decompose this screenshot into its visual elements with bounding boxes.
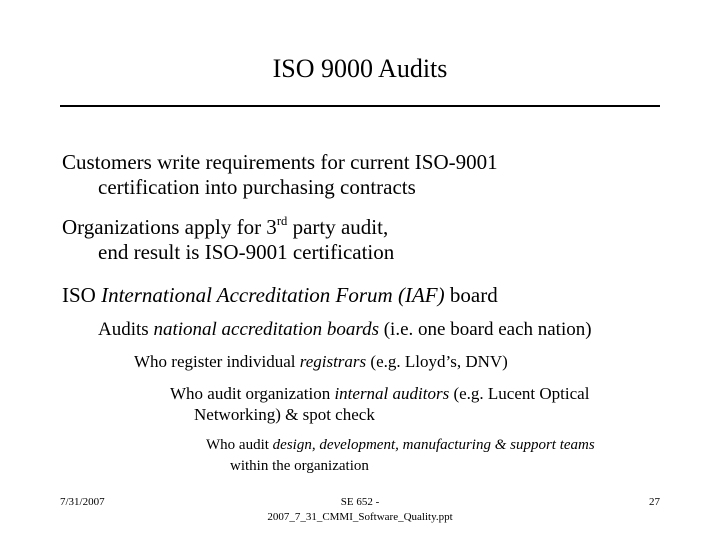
italic-term: registrars: [299, 352, 367, 371]
bullet-design-teams: [206, 435, 595, 477]
title-divider: [60, 105, 660, 107]
bullet-iso-iaf: [62, 283, 498, 308]
text-segment: board: [444, 283, 498, 307]
footer-date: 7/31/2007: [60, 496, 105, 508]
text-segment: (i.e. one board each nation): [378, 319, 592, 340]
italic-term: internal auditors: [334, 384, 450, 403]
bullet-internal-auditors: [170, 383, 589, 425]
footer-course: [210, 495, 510, 525]
bullet-line: [62, 283, 498, 308]
italic-term: national accreditation boards: [153, 319, 379, 340]
bullet-line-continued: certification into purchasing contracts: [98, 175, 416, 199]
bullet-line: [134, 351, 508, 372]
text-segment: ISO: [62, 283, 102, 307]
bullet-line: [170, 383, 589, 404]
text-segment: (e.g. Lucent Optical: [449, 384, 590, 403]
slide-title: ISO 9000 Audits: [272, 54, 448, 83]
bullet-line: Customers write requirements for current ISO-9001: [62, 150, 498, 174]
bullet-line-continued: Networking) & spot check: [194, 405, 375, 424]
bullet-line: [98, 318, 592, 341]
text-segment: Who audit: [206, 437, 273, 453]
text-segment: Who audit organization: [170, 384, 335, 403]
footer-filename: 2007_7_31_CMMI_Software_Quality.ppt: [267, 511, 453, 523]
italic-term: International Accreditation Forum (IAF): [101, 283, 445, 307]
bullet-line-continued: within the organization: [230, 458, 369, 474]
bullet-national-boards: [98, 318, 592, 341]
bullet-line: [206, 435, 595, 456]
italic-term: design, development, manufacturing & support teams: [272, 437, 595, 453]
superscript: rd: [276, 214, 288, 229]
footer-course-line: SE 652 -: [340, 496, 380, 508]
text-segment: party audit,: [287, 215, 389, 239]
page-number: 27: [649, 496, 660, 508]
bullet-line: [62, 215, 394, 240]
bullet-organizations: [62, 215, 394, 265]
text-segment: Who register individual: [134, 352, 300, 371]
bullet-customers: [62, 150, 498, 200]
bullet-line-continued: end result is ISO-9001 certification: [98, 240, 395, 264]
text-segment: Audits: [98, 319, 154, 340]
bullet-registrars: [134, 351, 508, 372]
text-segment: Organizations apply for 3: [62, 215, 277, 239]
text-segment: (e.g. Lloyd’s, DNV): [366, 352, 508, 371]
